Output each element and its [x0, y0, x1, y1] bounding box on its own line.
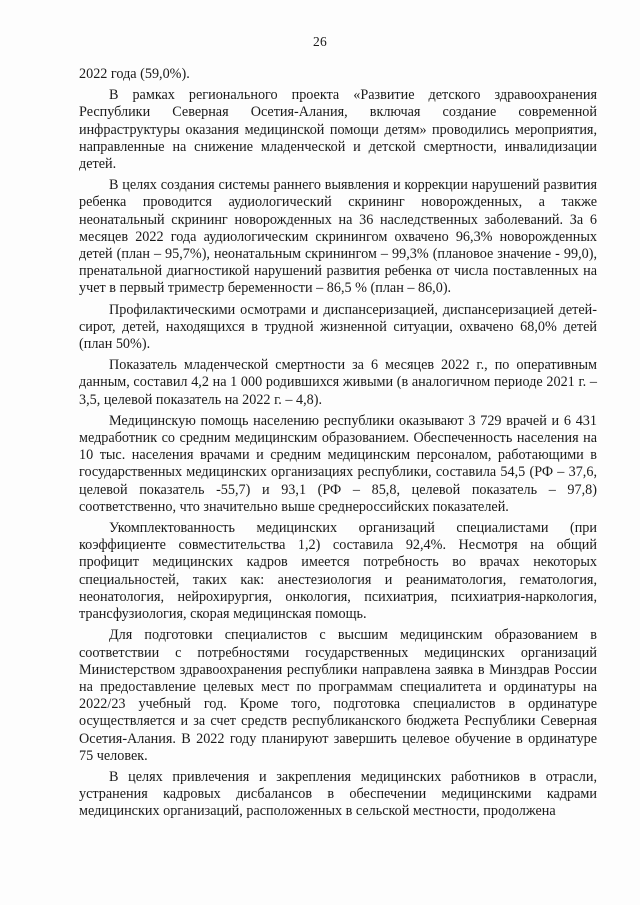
paragraph-screening: В целях создания системы раннего выявления и коррекции нарушений развития ребенка проводится аудиологический скрининг новорожденных, а также неонатальный скрининг новорожденных на 36 наследственных заболеваний. За 6 месяцев 2022 года аудиологическим скринингом охвачено 96,3% новорожденных детей (план – 95,7%), неонатальным скринингом – 99,3% (плановое значение - 99,0), пренатальной диагностикой нарушений развития ребенка от числа поставленных на учет в первый триместр беременности – 86,5 % (план – 86,0).	[79, 177, 597, 297]
paragraph-specialist-training: Для подготовки специалистов с высшим медицинским образованием в соответствии с потребностями государственных медицинских организаций Министерством здравоохранения республики направлена заявка в Минздрав России на предоставление целевых мест по программам специалитета и ординатуры на 2022/23 учебный год. Кроме того, подготовка специалистов в ординатуре осуществляется и за счет средств республиканского бюджета Республики Северная Осетия-Алания. В 2022 году планируют завершить целевое обучение в ординатуре 75 человек.	[79, 627, 597, 764]
paragraph-medical-staff: Медицинскую помощь населению республики оказывают 3 729 врачей и 6 431 медработник со средним медицинским образованием. Обеспеченность населения на 10 тыс. населения врачами и средним медицинским персоналом, работающими в государственных медицинских организациях республики, составила 54,5 (РФ – 37,6, целевой показатель -55,7) и 93,1 (РФ – 85,8, целевой показатель – 97,8) соответственно, что значительно выше среднероссийских показателей.	[79, 412, 597, 515]
paragraph-staffing-level: Укомплектованность медицинских организаций специалистами (при коэффициенте совместительства 1,2) составила 92,4%. Несмотря на общий профицит медицинских кадров имеется потребность во врачах некоторых специальностей, таких как: анестезиология и реаниматология, гематология, неонатология, нейрохирургия, онкология, психиатрия, психиатрия-наркология, трансфузиология, скорая медицинская помощь.	[79, 520, 597, 623]
page-number: 26	[312, 34, 328, 49]
paragraph-preventive-exams: Профилактическими осмотрами и диспансеризацией, диспансеризацией детей-сирот, детей, находящихся в трудной жизненной ситуации, охвачено 68,0% детей (план 50%).	[79, 301, 597, 353]
paragraph-continuation: 2022 года (59,0%).	[79, 66, 190, 82]
body-text	[79, 66, 597, 821]
paragraph-regional-project: В рамках регионального проекта «Развитие детского здравоохранения Республики Северная Осетия-Алания, включая создание современной инфраструктуры оказания медицинской помощи детям» проводились мероприятия, направленные на снижение младенческой и детской смертности, инвалидизации детей.	[79, 87, 597, 173]
paragraph-infant-mortality: Показатель младенческой смертности за 6 месяцев 2022 г., по оперативным данным, составил 4,2 на 1 000 родившихся живыми (в аналогичном периоде 2021 г. – 3,5, целевой показатель на 2022 г. – 4,8).	[79, 357, 597, 408]
paragraph-rural-workers: В целях привлечения и закрепления медицинских работников в отрасли, устранения кадровых дисбалансов в обеспечении медицинскими кадрами медицинских организаций, расположенных в сельской местности, продолжена	[79, 768, 597, 820]
